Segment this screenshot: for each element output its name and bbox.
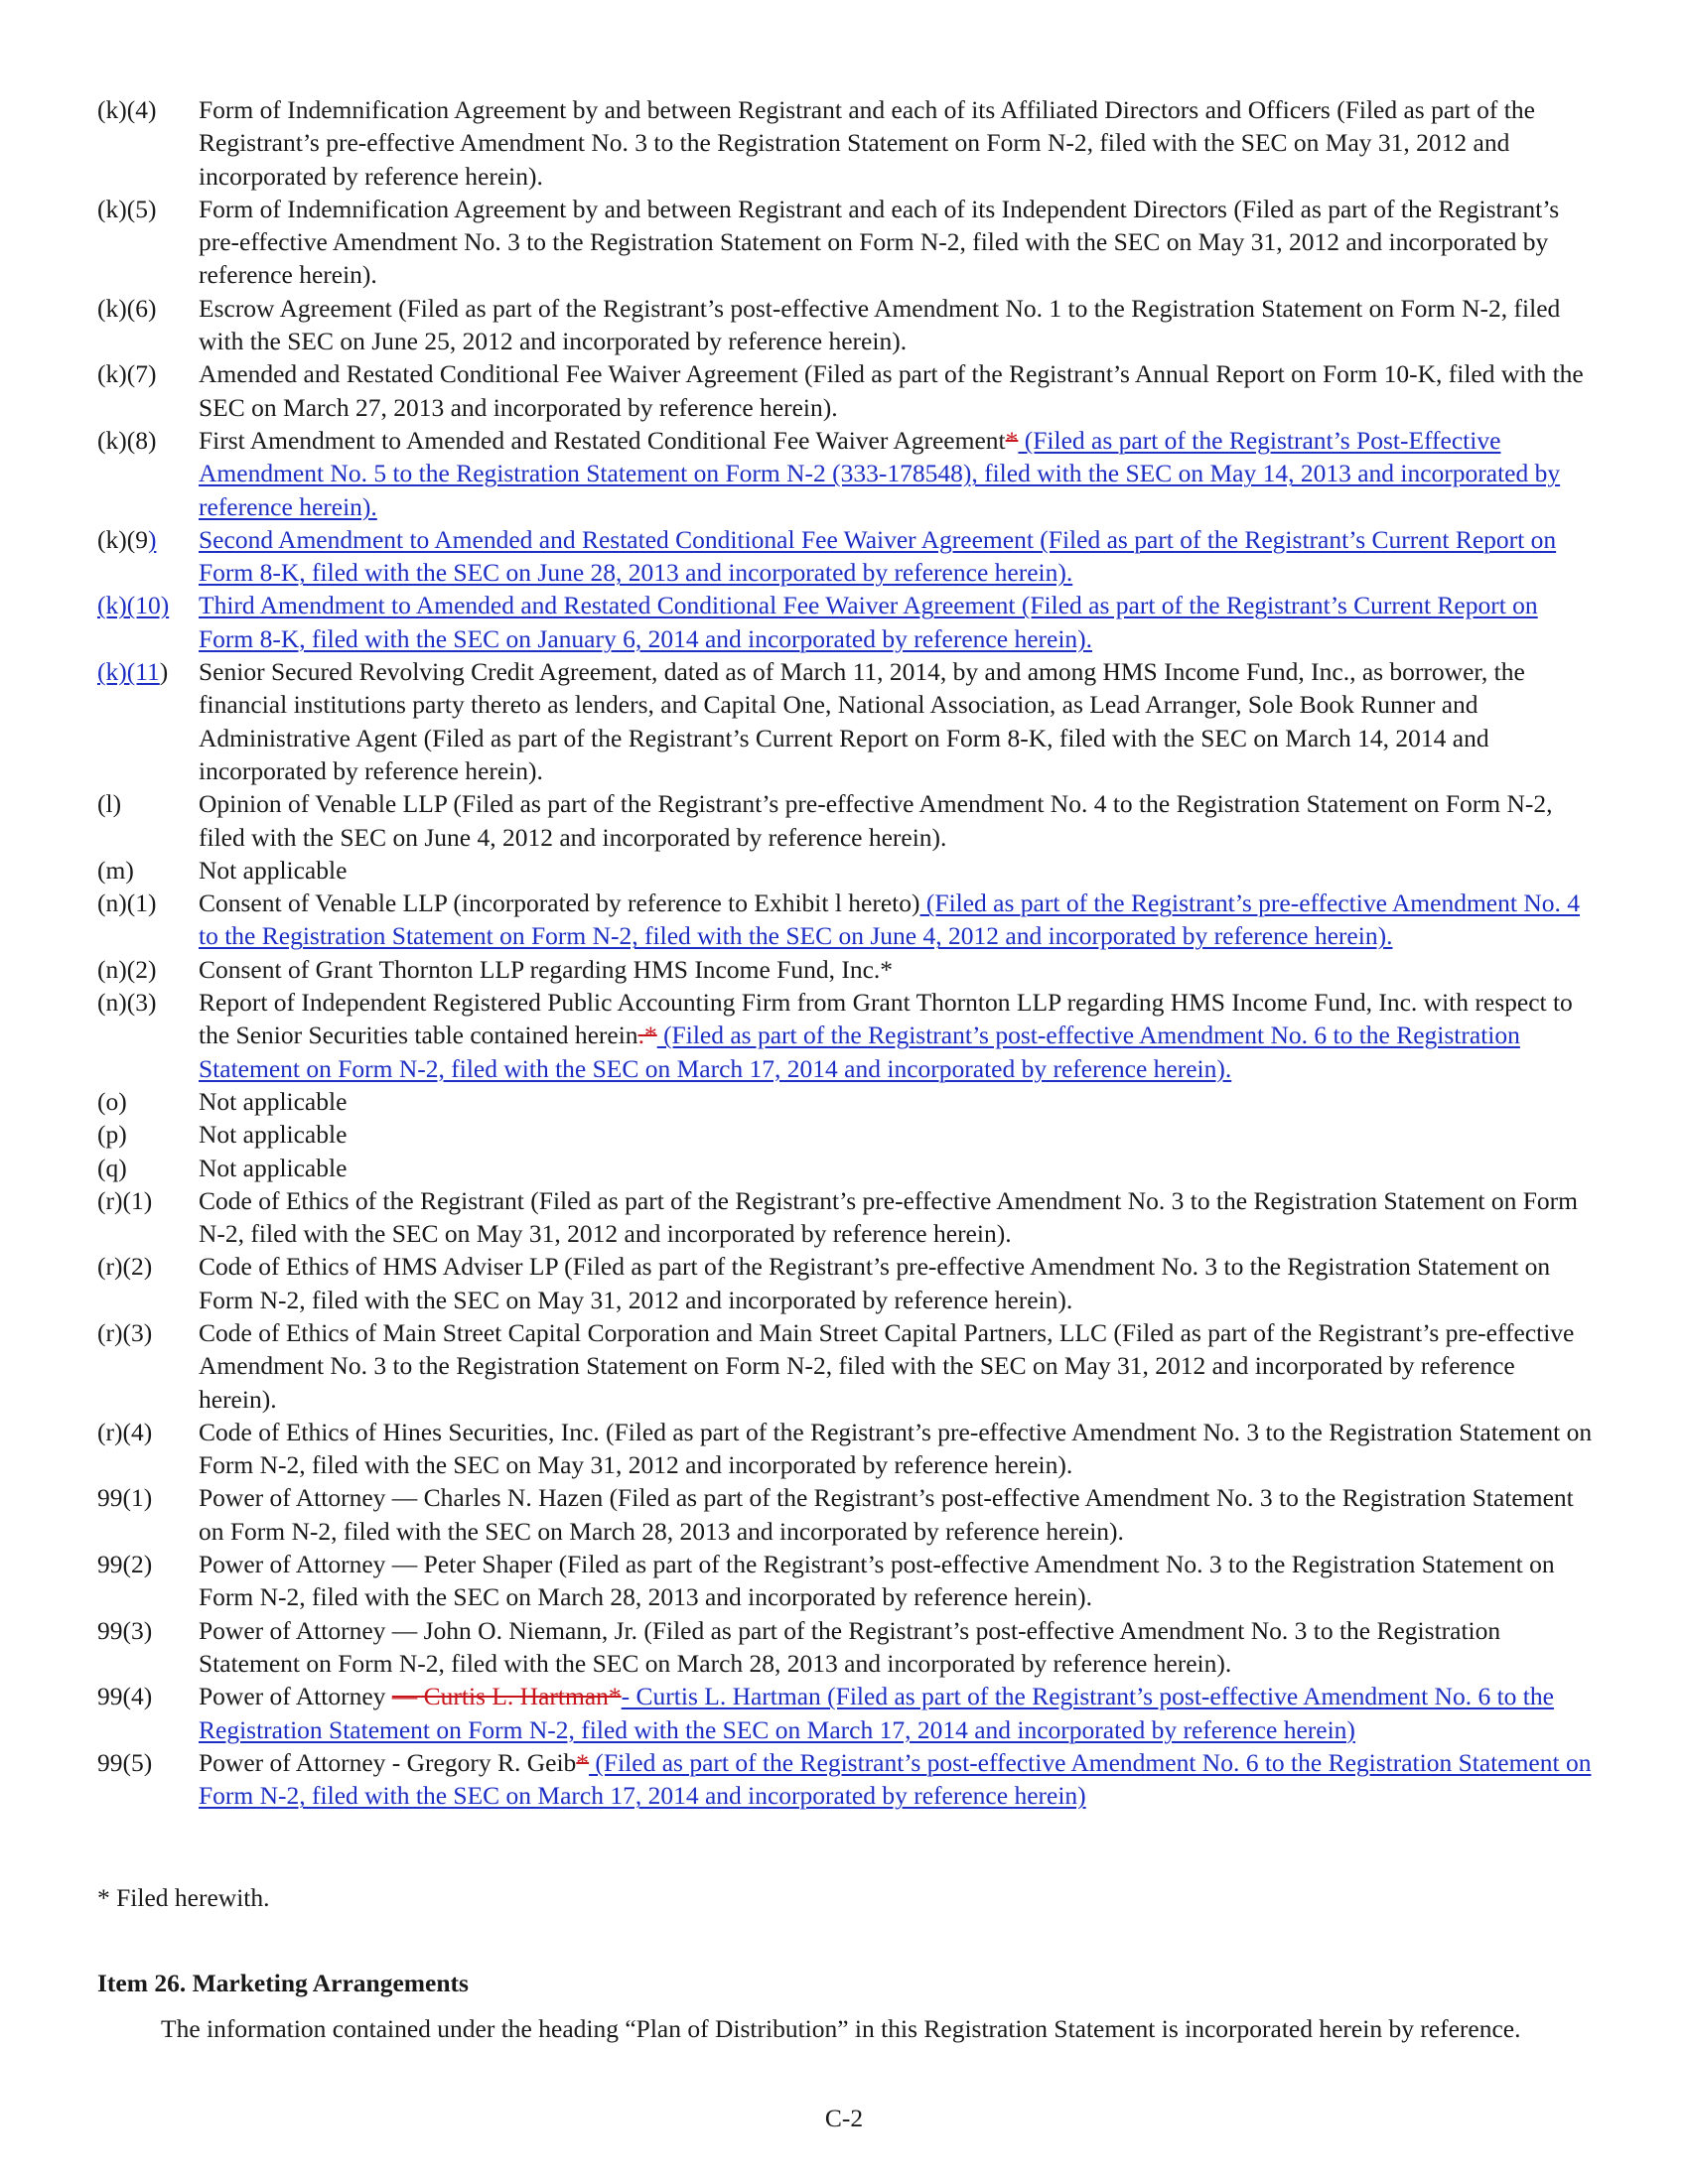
exhibit-number bbox=[97, 1316, 199, 1416]
plain-text: (r)(1) bbox=[97, 1185, 153, 1215]
exhibit-description bbox=[199, 589, 1597, 655]
inserted-text: - Curtis L. Hartman (Filed as part of the Registrant’s post-effective Amendment No. 6 to the Registration Statement on Form N-2, filed with the SEC on March 17, 2014 and incorporated by reference herein) bbox=[199, 1682, 1554, 1744]
exhibit-number bbox=[97, 1746, 199, 1813]
exhibit-description bbox=[199, 1118, 1597, 1151]
plain-text: Power of Attorney — John O. Niemann, Jr. (Filed as part of the Registrant’s post-effective Amendment No. 3 to the Registration Statement on Form N-2, filed with the SEC on March 28, 2013 and incorporated by reference herein). bbox=[199, 1615, 1501, 1678]
exhibit-number bbox=[97, 887, 199, 953]
plain-text: (l) bbox=[97, 789, 122, 819]
exhibit-number bbox=[97, 1250, 199, 1316]
plain-text: Code of Ethics of the Registrant (Filed as part of the Registrant’s pre-effective Amendment No. 3 to the Registration Statement on Form N-2, filed with the SEC on May 31, 2012 and incorporated by reference herein). bbox=[199, 1185, 1578, 1249]
exhibit-description bbox=[199, 1316, 1597, 1416]
exhibit-row bbox=[97, 787, 1597, 854]
item-26-heading: Item 26. Marketing Arrangements bbox=[97, 1969, 469, 1997]
exhibit-description bbox=[199, 655, 1597, 787]
exhibit-description bbox=[199, 986, 1597, 1085]
plain-text: Amended and Restated Conditional Fee Waiver Agreement (Filed as part of the Registrant’s Annual Report on Form 10-K, filed with the SEC on March 27, 2013 and incorporated by reference herein). bbox=[199, 359, 1584, 422]
exhibit-description bbox=[199, 424, 1597, 523]
exhibit-number bbox=[97, 193, 199, 292]
exhibit-number bbox=[97, 523, 199, 590]
plain-text: Power of Attorney — Charles N. Hazen (Filed as part of the Registrant’s post-effective Amendment No. 3 to the Registration Statement on Form N-2, filed with the SEC on March 28, 2013 and incorporated by reference herein). bbox=[199, 1483, 1574, 1546]
exhibit-description bbox=[199, 523, 1597, 590]
exhibit-number bbox=[97, 1118, 199, 1151]
plain-text: 99(4) bbox=[97, 1682, 153, 1711]
plain-text: Not applicable bbox=[199, 1153, 348, 1182]
exhibit-number bbox=[97, 854, 199, 887]
exhibit-row bbox=[97, 1184, 1597, 1251]
plain-text: ) bbox=[159, 657, 169, 687]
exhibit-number bbox=[97, 357, 199, 424]
plain-text: Code of Ethics of Main Street Capital Corporation and Main Street Capital Partners, LLC (Filed as part of the Registrant’s pre-effective Amendment No. 3 to the Registration Statement on Form N-2, filed with the SEC on May 31, 2012 and incorporated by reference herein). bbox=[199, 1317, 1575, 1414]
exhibit-row bbox=[97, 887, 1597, 953]
plain-text: (k)(5) bbox=[97, 194, 157, 223]
plain-text: (m) bbox=[97, 855, 134, 885]
exhibit-row bbox=[97, 1085, 1597, 1118]
plain-text: Form of Indemnification Agreement by and between Registrant and each of its Independent Directors (Filed as part of the Registrant’s pre-effective Amendment No. 3 to the Registration Statement on Form N-2, filed with the SEC on May 31, 2012 and incorporated by reference herein). bbox=[199, 194, 1560, 290]
plain-text: (k)(4) bbox=[97, 95, 157, 124]
plain-text: Power of Attorney - Gregory R. Geib bbox=[199, 1747, 577, 1777]
plain-text: Consent of Grant Thornton LLP regarding HMS Income Fund, Inc.* bbox=[199, 954, 894, 984]
exhibit-description bbox=[199, 953, 1597, 986]
exhibit-number bbox=[97, 93, 199, 193]
inserted-text: (Filed as part of the Registrant’s pre-effective Amendment No. 4 to the Registration Statement on Form N-2, filed with the SEC on June 4, 2012 and incorporated by reference herein). bbox=[199, 888, 1580, 951]
plain-text: (k)(7) bbox=[97, 359, 157, 389]
plain-text: (k)(8) bbox=[97, 425, 157, 455]
plain-text: (r)(3) bbox=[97, 1317, 153, 1347]
plain-text: (r)(2) bbox=[97, 1252, 153, 1282]
item-26-text: The information contained under the heading “Plan of Distribution” in this Registration Statement is incorporated herein by reference. bbox=[161, 2014, 1521, 2043]
exhibit-row bbox=[97, 1416, 1597, 1482]
exhibit-row bbox=[97, 93, 1597, 193]
footnote: * Filed herewith. bbox=[97, 1883, 270, 1912]
plain-text: Power of Attorney — Peter Shaper (Filed as part of the Registrant’s post-effective Amendment No. 3 to the Registration Statement on Form N-2, filed with the SEC on March 28, 2013 and incorporated by reference herein). bbox=[199, 1550, 1555, 1612]
plain-text: (n)(1) bbox=[97, 888, 157, 918]
exhibit-number bbox=[97, 1416, 199, 1482]
inserted-text: (Filed as part of the Registrant’s post-effective Amendment No. 6 to the Registration Statement on Form N-2, filed with the SEC on March 17, 2014 and incorporated by reference herein) bbox=[199, 1747, 1592, 1811]
plain-text: Escrow Agreement (Filed as part of the Registrant’s post-effective Amendment No. 1 to the Registration Statement on Form N-2, filed with the SEC on June 25, 2012 and incorporated by reference herein). bbox=[199, 293, 1561, 356]
plain-text: (k)(9 bbox=[97, 524, 148, 554]
exhibit-number bbox=[97, 655, 199, 787]
inserted-text: (k)(10) bbox=[97, 591, 170, 620]
exhibit-number bbox=[97, 1152, 199, 1184]
plain-text: 99(1) bbox=[97, 1483, 153, 1513]
inserted-text: (Filed as part of the Registrant’s post-effective Amendment No. 6 to the Registration Statement on Form N-2, filed with the SEC on March 17, 2014 and incorporated by reference herein). bbox=[199, 1021, 1520, 1083]
exhibit-description bbox=[199, 1184, 1597, 1251]
exhibit-row bbox=[97, 1614, 1597, 1681]
plain-text: (r)(4) bbox=[97, 1417, 153, 1446]
plain-text: Form of Indemnification Agreement by and between Registrant and each of its Affiliated Directors and Officers (Filed as part of the Registrant’s pre-effective Amendment No. 3 to the Registration Statement on Form N-2, filed with the SEC on May 31, 2012 and incorporated by reference herein). bbox=[199, 95, 1535, 191]
plain-text: 99(3) bbox=[97, 1615, 153, 1645]
exhibit-row bbox=[97, 986, 1597, 1085]
plain-text: Not applicable bbox=[199, 1120, 348, 1150]
exhibit-description bbox=[199, 93, 1597, 193]
exhibit-description bbox=[199, 1152, 1597, 1184]
exhibit-number bbox=[97, 1481, 199, 1548]
exhibit-description bbox=[199, 1746, 1597, 1813]
deleted-text: * bbox=[576, 1747, 590, 1777]
inserted-text: ) bbox=[147, 524, 157, 554]
exhibit-row bbox=[97, 1118, 1597, 1151]
exhibit-row bbox=[97, 292, 1597, 358]
exhibit-description bbox=[199, 1416, 1597, 1482]
exhibit-number bbox=[97, 1680, 199, 1746]
exhibit-row bbox=[97, 589, 1597, 655]
exhibit-row bbox=[97, 1680, 1597, 1746]
exhibit-row bbox=[97, 1481, 1597, 1548]
plain-text: (n)(3) bbox=[97, 988, 157, 1018]
plain-text: (o) bbox=[97, 1086, 127, 1116]
plain-text: 99(5) bbox=[97, 1747, 153, 1777]
exhibit-list bbox=[97, 93, 1597, 1812]
exhibit-description bbox=[199, 1085, 1597, 1118]
exhibit-row bbox=[97, 1548, 1597, 1614]
exhibit-number bbox=[97, 953, 199, 986]
exhibit-row bbox=[97, 1152, 1597, 1184]
plain-text: Power of Attorney bbox=[199, 1682, 392, 1711]
inserted-text: (Filed as part of the Registrant’s Post-Effective Amendment No. 5 to the Registration Statement on Form N-2 (333-178548), filed with the SEC on May 14, 2013 and incorporated by reference herein). bbox=[199, 425, 1561, 521]
exhibit-description bbox=[199, 292, 1597, 358]
plain-text: Not applicable bbox=[199, 1086, 348, 1116]
exhibit-number bbox=[97, 787, 199, 854]
exhibit-description bbox=[199, 1614, 1597, 1681]
exhibit-row bbox=[97, 523, 1597, 590]
plain-text: Code of Ethics of Hines Securities, Inc. (Filed as part of the Registrant’s pre-effective Amendment No. 3 to the Registration Statement on Form N-2, filed with the SEC on May 31, 2012 and incorporated by reference herein). bbox=[199, 1417, 1593, 1480]
exhibit-number bbox=[97, 589, 199, 655]
plain-text: Senior Secured Revolving Credit Agreement, dated as of March 11, 2014, by and among HMS Income Fund, Inc., as borrower, the financial institutions party thereto as lenders, and Capital One, National Association, as Lead Arranger, Sole Book Runner and Administrative Agent (Filed as part of the Registrant’s Current Report on Form 8-K, filed with the SEC on March 14, 2014 and incorporated by reference herein). bbox=[199, 657, 1525, 785]
exhibit-description bbox=[199, 1250, 1597, 1316]
plain-text: (n)(2) bbox=[97, 954, 157, 984]
plain-text: (k)(6) bbox=[97, 293, 157, 323]
exhibit-description bbox=[199, 854, 1597, 887]
plain-text: (p) bbox=[97, 1120, 127, 1150]
inserted-text: (k)(11 bbox=[97, 657, 160, 687]
exhibit-description bbox=[199, 887, 1597, 953]
plain-text: Code of Ethics of HMS Adviser LP (Filed as part of the Registrant’s pre-effective Amendment No. 3 to the Registration Statement on Form N-2, filed with the SEC on May 31, 2012 and incorporated by reference herein). bbox=[199, 1252, 1551, 1314]
exhibit-row bbox=[97, 193, 1597, 292]
deleted-text: — Curtis L. Hartman* bbox=[391, 1682, 622, 1711]
exhibit-number bbox=[97, 986, 199, 1085]
exhibit-row bbox=[97, 424, 1597, 523]
exhibit-description bbox=[199, 1680, 1597, 1746]
plain-text: Opinion of Venable LLP (Filed as part of the Registrant’s pre-effective Amendment No. 4 to the Registration Statement on Form N-2, filed with the SEC on June 4, 2012 and incorporated by reference herein). bbox=[199, 789, 1553, 852]
deleted-text: .* bbox=[637, 1021, 657, 1050]
exhibit-number bbox=[97, 1085, 199, 1118]
plain-text: (q) bbox=[97, 1153, 127, 1182]
exhibit-row bbox=[97, 953, 1597, 986]
exhibit-description bbox=[199, 357, 1597, 424]
exhibit-description bbox=[199, 193, 1597, 292]
exhibit-description bbox=[199, 1548, 1597, 1614]
exhibit-row bbox=[97, 357, 1597, 424]
exhibit-number bbox=[97, 424, 199, 523]
plain-text: Not applicable bbox=[199, 855, 348, 885]
plain-text: Report of Independent Registered Public Accounting Firm from Grant Thornton LLP regarding HMS Income Fund, Inc. with respect to the Senior Securities table contained herein bbox=[199, 988, 1573, 1050]
exhibit-number bbox=[97, 1184, 199, 1251]
exhibit-number bbox=[97, 1614, 199, 1681]
exhibit-number bbox=[97, 292, 199, 358]
exhibit-row bbox=[97, 1250, 1597, 1316]
exhibit-row bbox=[97, 1316, 1597, 1416]
exhibit-number bbox=[97, 1548, 199, 1614]
inserted-text: Second Amendment to Amended and Restated Conditional Fee Waiver Agreement (Filed as part of the Registrant’s Current Report on Form 8-K, filed with the SEC on June 28, 2013 and incorporated by reference herein). bbox=[199, 524, 1557, 588]
plain-text: First Amendment to Amended and Restated Conditional Fee Waiver Agreement bbox=[199, 425, 1006, 455]
plain-text: 99(2) bbox=[97, 1550, 153, 1579]
deleted-text: * bbox=[1005, 425, 1019, 455]
exhibit-description bbox=[199, 787, 1597, 854]
exhibit-row bbox=[97, 655, 1597, 787]
page-number: C-2 bbox=[824, 2104, 864, 2132]
exhibit-description bbox=[199, 1481, 1597, 1548]
inserted-text: Third Amendment to Amended and Restated Conditional Fee Waiver Agreement (Filed as part of the Registrant’s Current Report on Form 8-K, filed with the SEC on January 6, 2014 and incorporated by reference herein). bbox=[199, 591, 1538, 653]
exhibit-row bbox=[97, 1746, 1597, 1813]
exhibit-row bbox=[97, 854, 1597, 887]
plain-text: Consent of Venable LLP (incorporated by reference to Exhibit l hereto) bbox=[199, 888, 920, 918]
